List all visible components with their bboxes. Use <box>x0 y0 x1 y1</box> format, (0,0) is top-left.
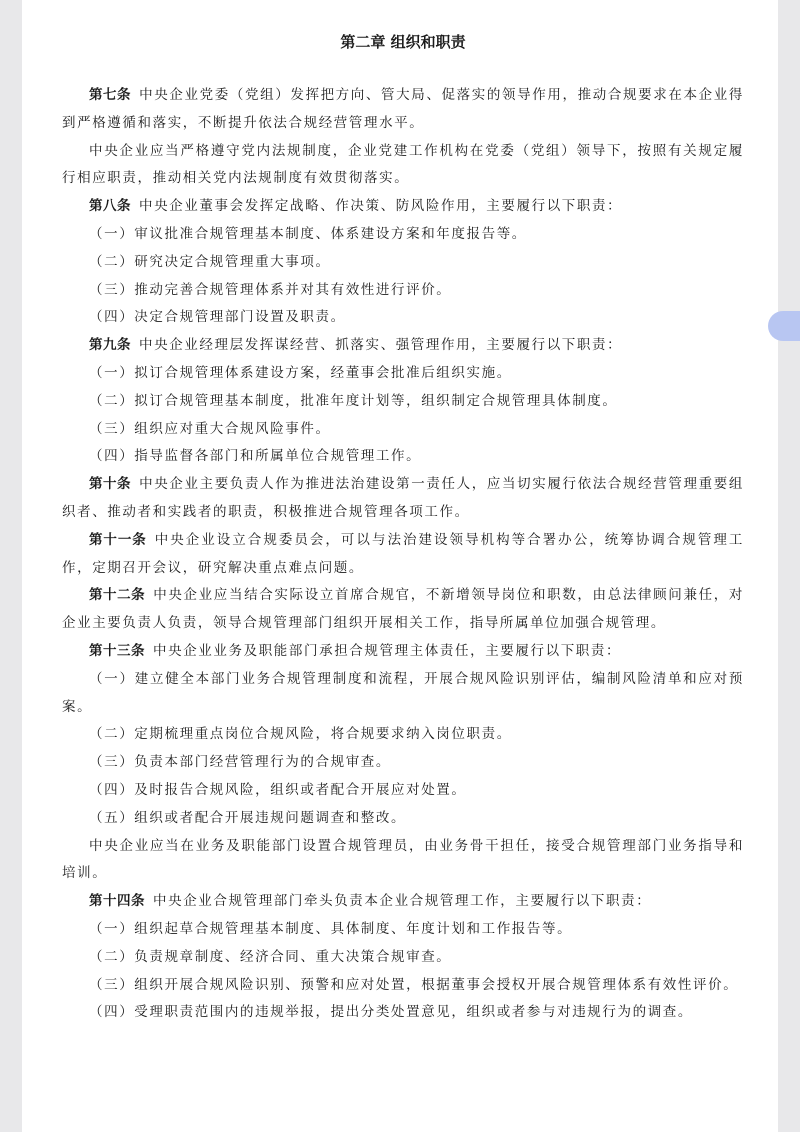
paragraph <box>62 777 744 805</box>
paragraph-text: 中央企业董事会发挥定战略、作决策、防风险作用，主要履行以下职责： <box>139 198 623 215</box>
paragraph-text: （三）推动完善合规管理体系并对其有效性进行评价。 <box>89 281 452 298</box>
article-paragraph <box>62 193 744 221</box>
paragraph-text: 中央企业合规管理部门牵头负责本企业合规管理工作，主要履行以下职责： <box>153 893 652 910</box>
paragraph <box>62 277 744 305</box>
paragraph-list <box>62 82 744 1027</box>
paragraph <box>62 805 744 833</box>
article-paragraph <box>62 638 744 666</box>
side-panel-toggle[interactable] <box>768 311 800 341</box>
paragraph <box>62 749 744 777</box>
paragraph <box>62 360 744 388</box>
article-number: 第十二条 <box>89 587 146 604</box>
paragraph-text: 中央企业主要负责人作为推进法治建设第一责任人，应当切实履行依法合规经营管理重要组织者、推动者和实践者的职责，积极推进合规管理各项工作。 <box>62 476 745 520</box>
page-content <box>62 28 744 1027</box>
article-paragraph <box>62 332 744 360</box>
paragraph <box>62 944 744 972</box>
article-paragraph <box>62 471 744 527</box>
paragraph-text: （一）拟订合规管理体系建设方案，经董事会批准后组织实施。 <box>89 364 512 381</box>
paragraph-text: （一）建立健全本部门业务合规管理制度和流程，开展合规风险识别评估，编制风险清单和应对预案。 <box>62 670 744 715</box>
paragraph-text: （二）研究决定合规管理重大事项。 <box>89 253 331 270</box>
article-paragraph <box>62 82 744 138</box>
article-number: 第十一条 <box>89 531 147 548</box>
paragraph <box>62 443 744 471</box>
article-paragraph <box>62 582 744 638</box>
paragraph <box>62 721 744 749</box>
paragraph <box>62 388 744 416</box>
article-paragraph <box>62 888 744 916</box>
paragraph <box>62 999 744 1027</box>
paragraph <box>62 916 744 944</box>
article-number: 第九条 <box>89 337 131 354</box>
article-number: 第十条 <box>89 476 132 493</box>
paragraph <box>62 833 744 889</box>
paragraph-text: 中央企业经理层发挥谋经营、抓落实、强管理作用，主要履行以下职责： <box>139 337 623 354</box>
paragraph-text: （五）组织或者配合开展违规问题调查和整改。 <box>89 809 407 826</box>
article-paragraph <box>62 527 744 583</box>
paragraph <box>62 249 744 277</box>
paragraph-text: （三）负责本部门经营管理行为的合规审查。 <box>89 754 391 771</box>
paragraph-text: 中央企业业务及职能部门承担合规管理主体责任，主要履行以下职责： <box>153 642 622 659</box>
paragraph-text: 中央企业应当严格遵守党内法规制度，企业党建工作机构在党委（党组）领导下，按照有关规定履行相应职责，推动相关党内法规制度有效贯彻落实。 <box>62 142 744 187</box>
article-number: 第七条 <box>89 87 132 103</box>
paragraph <box>62 972 744 1000</box>
paragraph <box>62 304 744 332</box>
paragraph <box>62 138 744 194</box>
paragraph-text: （三）组织应对重大合规风险事件。 <box>89 420 331 437</box>
paragraph-text: （四）指导监督各部门和所属单位合规管理工作。 <box>89 448 422 465</box>
paragraph-text: （一）审议批准合规管理基本制度、体系建设方案和年度报告等。 <box>89 225 527 242</box>
paragraph-text: （二）负责规章制度、经济合同、重大决策合规审查。 <box>89 948 452 965</box>
article-number: 第八条 <box>89 198 131 215</box>
paragraph <box>62 416 744 444</box>
paragraph-text: （二）定期梳理重点岗位合规风险，将合规要求纳入岗位职责。 <box>89 726 512 743</box>
paragraph-text: （四）及时报告合规风险，组织或者配合开展应对处置。 <box>89 781 467 798</box>
paragraph-text: 中央企业党委（党组）发挥把方向、管大局、促落实的领导作用，推动合规要求在本企业得到严格遵循和落实，不断提升依法合规经营管理水平。 <box>62 87 745 131</box>
paragraph-text: 中央企业应当在业务及职能部门设置合规管理员，由业务骨干担任，接受合规管理部门业务指导和培训。 <box>62 837 744 882</box>
paragraph-text: （四）受理职责范围内的违规举报，提出分类处置意见，组织或者参与对违规行为的调查。 <box>89 1004 693 1021</box>
paragraph-text: （二）拟订合规管理基本制度，批准年度计划等，组织制定合规管理具体制度。 <box>89 392 618 409</box>
paragraph <box>62 666 744 722</box>
paragraph-text: （三）组织开展合规风险识别、预警和应对处置，根据董事会授权开展合规管理体系有效性评价。 <box>89 976 739 993</box>
paragraph <box>62 221 744 249</box>
paragraph-text: （四）决定合规管理部门设置及职责。 <box>89 309 346 326</box>
article-number: 第十三条 <box>89 642 145 659</box>
document-page <box>22 0 778 1132</box>
paragraph-text: （一）组织起草合规管理基本制度、具体制度、年度计划和工作报告等。 <box>89 920 573 937</box>
chapter-title: 第二章 组织和职责 <box>340 33 466 51</box>
paragraph-text: 中央企业应当结合实际设立首席合规官，不新增领导岗位和职数，由总法律顾问兼任，对企业主要负责人负责，领导合规管理部门组织开展相关工作，指导所属单位加强合规管理。 <box>62 587 744 632</box>
article-number: 第十四条 <box>89 893 145 910</box>
paragraph-text: 中央企业设立合规委员会，可以与法治建设领导机构等合署办公，统筹协调合规管理工作，定期召开会议，研究解决重点难点问题。 <box>62 531 744 576</box>
